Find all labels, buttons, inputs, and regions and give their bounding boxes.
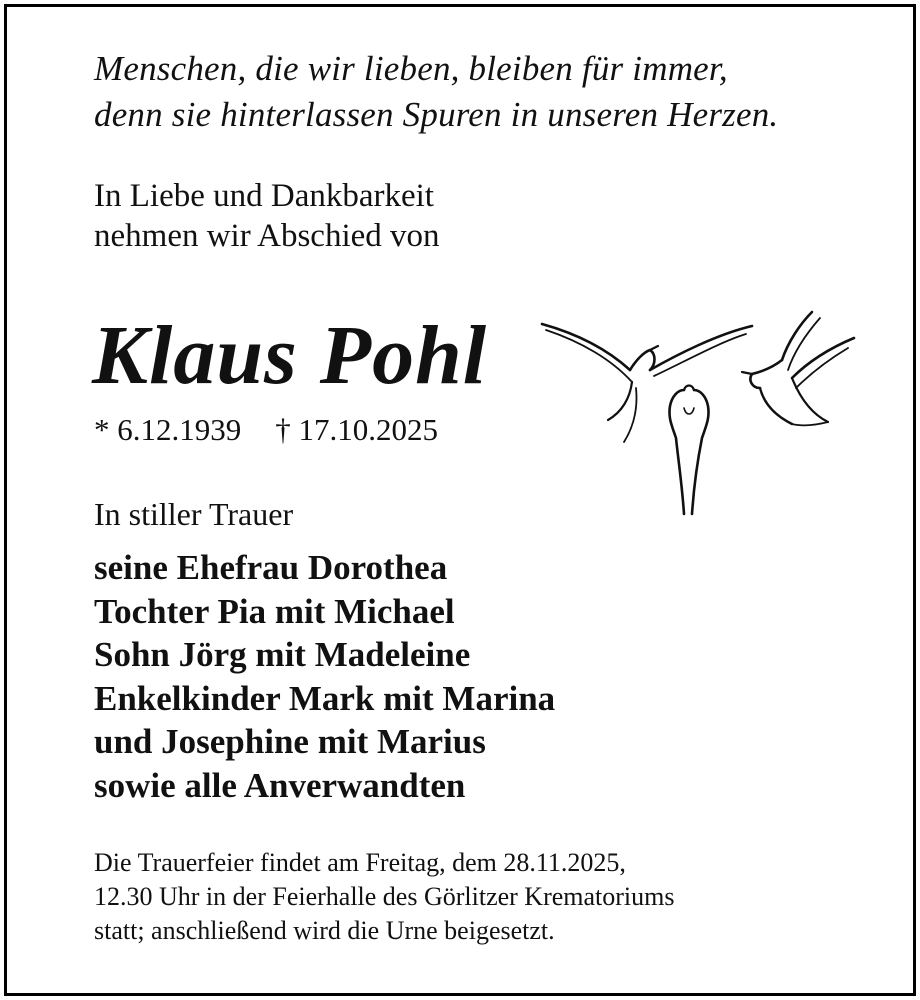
life-dates — [94, 410, 438, 450]
family-member: Enkelkinder Mark mit Marina — [94, 678, 556, 718]
farewell-intro — [94, 176, 440, 256]
birth-date: * 6.12.1939 — [94, 412, 242, 447]
death-date: † 17.10.2025 — [275, 412, 438, 447]
mourning-label: In stiller Trauer — [94, 496, 294, 532]
quote-line-1: Menschen, die wir lieben, bleiben für immer, — [94, 49, 728, 88]
funeral-ceremony-notice — [94, 846, 675, 948]
ceremony-line-1: Die Trauerfeier findet am Freitag, dem 28.11.2025, — [94, 848, 626, 877]
intro-line-1: In Liebe und Dankbarkeit — [94, 178, 434, 214]
memorial-quote — [94, 46, 874, 138]
family-list — [94, 546, 555, 808]
family-member: sowie alle Anverwandten — [94, 765, 466, 805]
ceremony-line-2: 12.30 Uhr in der Feierhalle des Görlitzer Krematoriums — [94, 882, 675, 911]
family-member: seine Ehefrau Dorothea — [94, 548, 448, 587]
quote-line-2: denn sie hinterlassen Spuren in unseren Herzen. — [94, 95, 779, 134]
ceremony-line-3: statt; anschließend wird die Urne beigesetzt. — [94, 916, 555, 945]
family-member: und Josephine mit Marius — [94, 722, 486, 762]
intro-line-2: nehmen wir Abschied von — [94, 218, 440, 254]
doves-and-angel-icon — [538, 308, 858, 530]
deceased-name: Klaus Pohl — [92, 309, 488, 402]
family-member: Sohn Jörg mit Madeleine — [94, 635, 471, 675]
family-member: Tochter Pia mit Michael — [94, 591, 455, 631]
